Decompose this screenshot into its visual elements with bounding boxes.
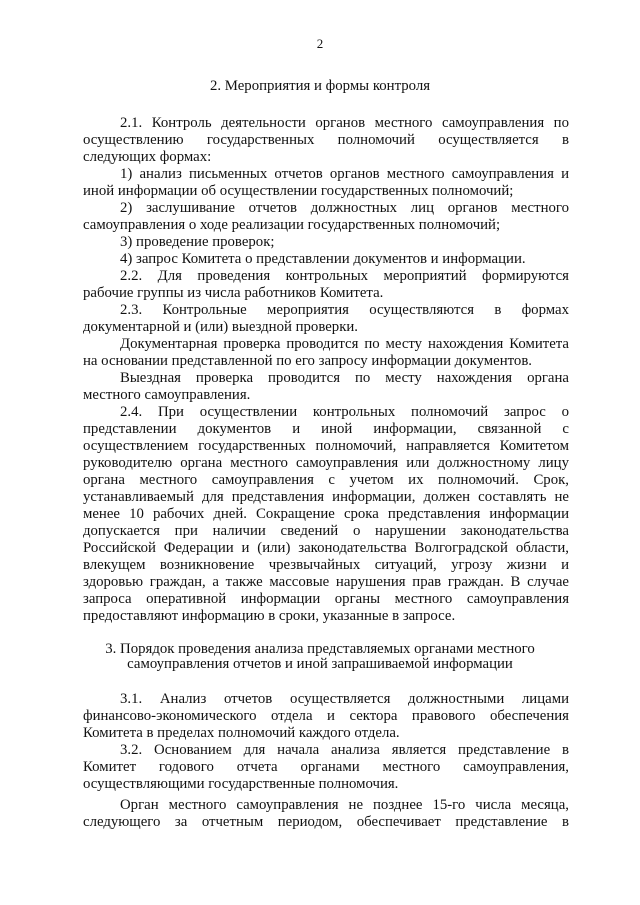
text-line: местного самоуправления.	[83, 387, 251, 403]
text-line: осуществляющими государственные полномочия.	[83, 776, 399, 792]
section-3-title-line-1: 3. Порядок проведения анализа представляемых органами местного	[105, 641, 535, 657]
text-line: менее 10 рабочих дней. Сокращение срока представления информации	[83, 506, 569, 522]
text-line: руководителю органа местного самоуправления или должностному лицу	[83, 455, 569, 471]
text-line: 3) проведение проверок;	[120, 234, 275, 250]
text-line: 3.1. Анализ отчетов осуществляется должностными лицами	[120, 691, 569, 707]
text-line: осуществлению государственных полномочий осуществляется в	[83, 132, 569, 148]
text-line: финансово-экономического отдела и сектора правового обеспечения	[83, 708, 569, 724]
text-line: влекущем возникновение чрезвычайных ситуаций, угрозу жизни и	[83, 557, 569, 573]
page-number: 2	[316, 36, 324, 51]
section-2-title: 2. Мероприятия и формы контроля	[209, 78, 431, 94]
text-line: осуществлением государственных полномочий, направляется Комитетом	[83, 438, 569, 454]
text-line: самоуправления о ходе реализации государственных полномочий;	[83, 217, 501, 233]
text-line: Комитет годового отчета органами местного самоуправления,	[83, 759, 569, 775]
text-line: 1) анализ письменных отчетов органов местного самоуправления и	[120, 166, 569, 182]
text-line: следующего за отчетным периодом, обеспечивает представление в	[83, 814, 569, 830]
text-line: предоставляют информацию в сроки, указанные в запросе.	[83, 608, 456, 624]
text-line: 2.1. Контроль деятельности органов местного самоуправления по	[120, 115, 569, 131]
text-line: Российской Федерации и (или) законодательства Волгоградской области,	[83, 540, 569, 556]
text-line: Выездная проверка проводится по месту нахождения органа	[120, 370, 569, 386]
text-line: иной информации об осуществлении государственных полномочий;	[83, 183, 514, 199]
text-line: 2.2. Для проведения контрольных мероприятий формируются	[120, 268, 569, 284]
text-line: устанавливаемый для представления информации, должен составлять не	[83, 489, 569, 505]
text-line: допускается при наличии сведений о нарушении законодательства	[83, 523, 569, 539]
text-line: рабочие группы из числа работников Комитета.	[83, 285, 384, 301]
text-line: 2.3. Контрольные мероприятия осуществляются в формах	[120, 302, 569, 318]
text-line: 3.2. Основанием для начала анализа является представление в	[120, 742, 569, 758]
text-line: Комитета в пределах полномочий каждого отдела.	[83, 725, 400, 741]
text-line: 2) заслушивание отчетов должностных лиц органов местного	[120, 200, 569, 216]
text-line: здоровью граждан, а также массовые нарушения прав граждан. В случае	[83, 574, 569, 590]
text-line: 4) запрос Комитета о представлении документов и информации.	[120, 251, 526, 267]
text-line: органа местного самоуправления с учетом их полномочий. Срок,	[83, 472, 569, 488]
text-line: 2.4. При осуществлении контрольных полномочий запрос о	[120, 404, 569, 420]
text-line: запроса оперативной информации органы местного самоуправления	[83, 591, 569, 607]
text-line: Орган местного самоуправления не позднее 15-го числа месяца,	[120, 797, 569, 813]
text-line: следующих формах:	[83, 149, 212, 165]
text-line: представлении документов и иной информации, связанной с	[83, 421, 569, 437]
text-line: Документарная проверка проводится по месту нахождения Комитета	[120, 336, 569, 352]
text-line: на основании представленной по его запросу информации документов.	[83, 353, 532, 369]
section-3-title-line-2: самоуправления отчетов и иной запрашиваемой информации	[127, 656, 513, 672]
text-line: документарной и (или) выездной проверки.	[83, 319, 359, 335]
